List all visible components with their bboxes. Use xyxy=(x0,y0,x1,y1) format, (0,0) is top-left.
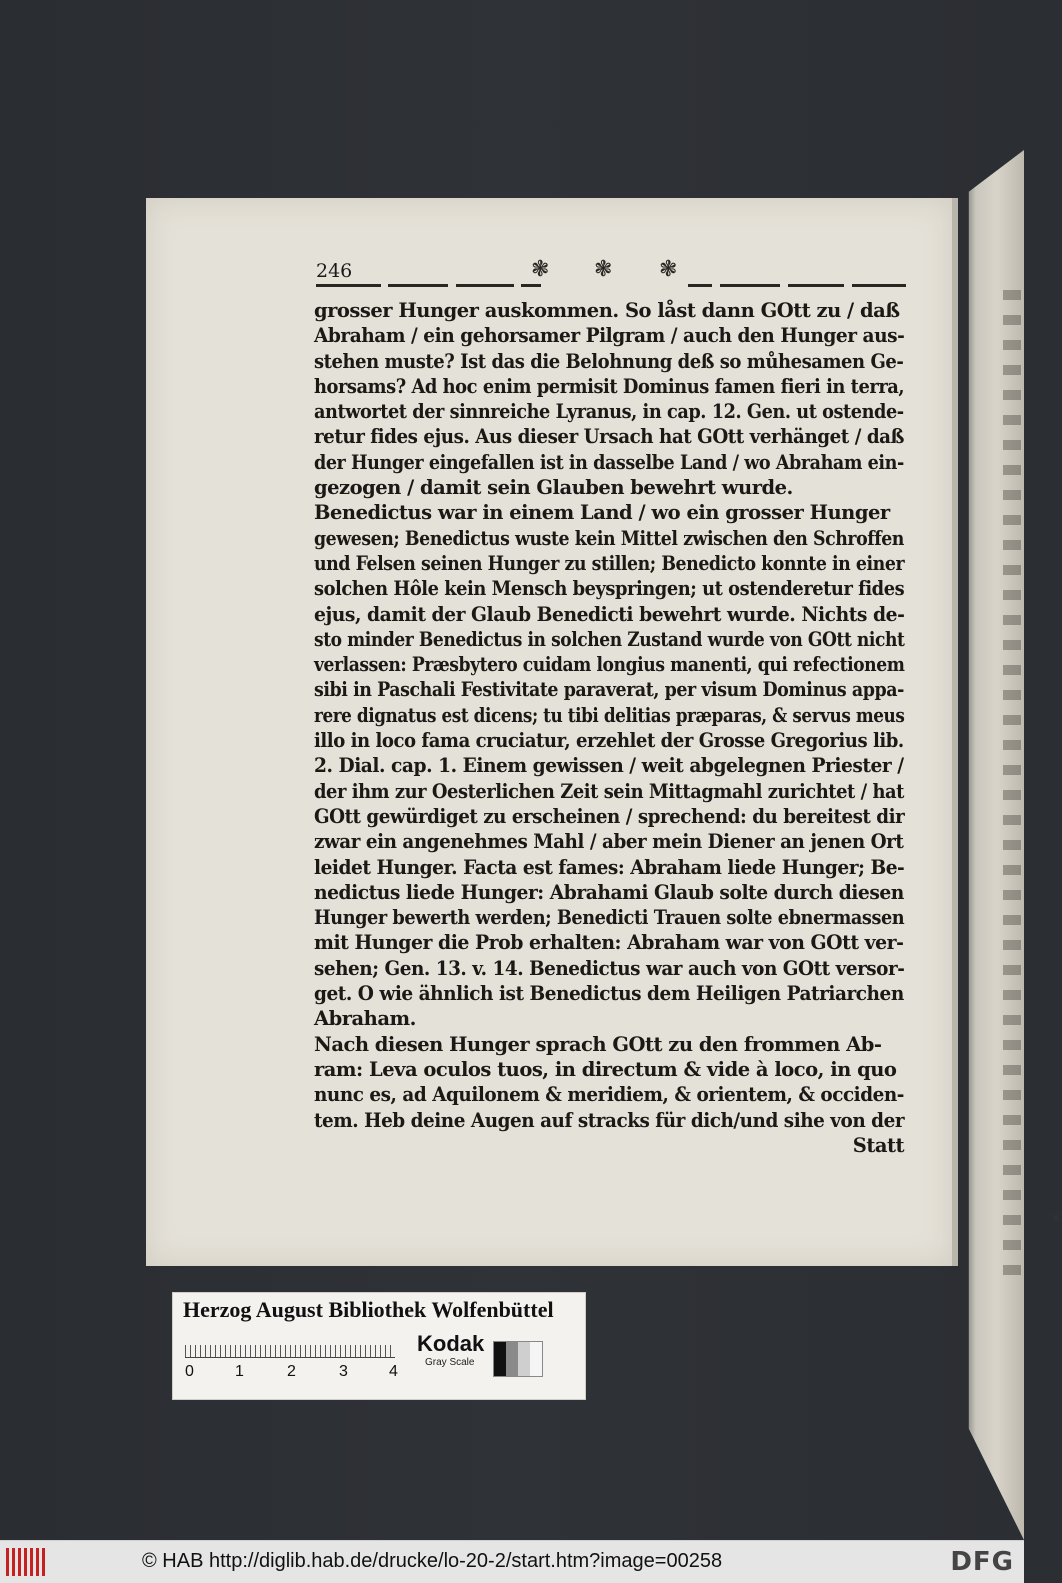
scale-number: 1 xyxy=(235,1363,244,1380)
text-line: mit Hunger die Prob erhalten: Abraham war von GOtt ver- xyxy=(314,931,904,955)
book-page xyxy=(146,198,1062,1266)
copyright-url: © HAB http://diglib.hab.de/drucke/lo-20-2/start.htm?image=00258 xyxy=(142,1550,723,1572)
gray-swatch xyxy=(530,1342,542,1376)
text-line: ejus, damit der Glaub Benedicti bewehrt wurde. Nichts de- xyxy=(314,602,905,626)
ornament-icon: ❃ xyxy=(531,257,550,282)
text-line: Abraham. xyxy=(314,1007,416,1031)
text-line: tem. Heb deine Augen auf stracks für dich/und sihe von der xyxy=(314,1108,905,1132)
head-rule xyxy=(852,284,906,287)
barcode-icon xyxy=(6,1548,48,1576)
head-rule xyxy=(456,284,514,287)
text-line: nedictus liede Hunger: Abrahami Glaub solte durch diesen xyxy=(314,880,904,904)
text-line: Benedictus war in einem Land / wo ein grosser Hunger xyxy=(314,501,890,525)
scale-ruler xyxy=(185,1335,395,1358)
text-line: gezogen / damit sein Glauben bewehrt wurde. xyxy=(314,476,793,500)
scale-number: 3 xyxy=(339,1363,348,1380)
text-line: sehen; Gen. 13. v. 14. Benedictus war auch von GOtt versor- xyxy=(314,956,905,980)
text-line: und Felsen seinen Hunger zu stillen; Benedicto konnte in einer xyxy=(314,551,905,575)
gray-scale-swatches xyxy=(493,1341,543,1377)
dfg-logo: DFG xyxy=(950,1547,1014,1577)
text-line: rere dignatus est dicens; tu tibi delitias præparas, & servus meus xyxy=(314,703,905,727)
text-line: get. O wie ähnlich ist Benedictus dem Heiligen Patriarchen xyxy=(314,982,904,1006)
adjacent-page-text xyxy=(1003,290,1021,1290)
text-line: GOtt gewürdiget zu erscheinen / sprechend: du bereitest dir xyxy=(314,804,905,828)
ornament-icon: ❃ xyxy=(594,257,613,282)
scale-number: 4 xyxy=(389,1363,398,1380)
text-line: ram: Leva oculos tuos, in directum & vide à loco, in quo xyxy=(314,1057,897,1081)
head-rule xyxy=(388,284,448,287)
ornament-icon: ❃ xyxy=(659,257,678,282)
body-text xyxy=(314,298,904,1158)
text-line: antwortet der sinnreiche Lyranus, in cap. 12. Gen. ut ostende- xyxy=(314,400,904,424)
text-line: grosser Hunger auskommen. So låst dann GOtt zu / daß xyxy=(314,299,900,322)
text-line: illo in loco fama cruciatur, erzehlet der Grosse Gregorius lib. xyxy=(314,729,904,753)
page-edge xyxy=(952,198,958,1266)
text-line: der Hunger eingefallen ist in dasselbe Land / wo Abraham ein- xyxy=(314,450,904,474)
text-line: retur fides ejus. Aus dieser Ursach hat GOtt verhänget / daß xyxy=(314,425,905,449)
text-line: Nach diesen Hunger sprach GOtt zu den frommen Ab- xyxy=(314,1032,882,1056)
library-name: Herzog August Bibliothek Wolfenbüttel xyxy=(183,1297,554,1322)
text-line: 2. Dial. cap. 1. Einem gewissen / weit abgelegnen Priester / xyxy=(314,754,904,778)
library-label xyxy=(172,1292,586,1400)
text-line: horsams? Ad hoc enim permisit Dominus famen fieri in terra, xyxy=(314,374,905,398)
head-rule xyxy=(521,284,541,287)
head-rule xyxy=(316,284,381,287)
running-head xyxy=(316,258,906,288)
head-rule xyxy=(720,284,780,287)
head-rule xyxy=(688,284,712,287)
text-line: gewesen; Benedictus wuste kein Mittel zwischen den Schroffen xyxy=(314,526,904,550)
text-line: Hunger bewerth werden; Benedicti Trauen solte ebnermassen xyxy=(314,906,905,930)
gray-swatch xyxy=(494,1342,506,1376)
scale-ticks xyxy=(185,1363,415,1383)
text-line: sto minder Benedictus in solchen Zustand wurde von GOtt nicht xyxy=(314,627,905,651)
kodak-logo: Kodak xyxy=(417,1331,485,1356)
text-line: der ihm zur Oesterlichen Zeit sein Mittagmahl zurichtet / hat xyxy=(314,779,904,803)
text-line: verlassen: Præsbytero cuidam longius manenti, qui refectionem xyxy=(314,653,905,677)
margin-mark-icon: ✕ xyxy=(1050,1211,1062,1227)
text-line: nunc es, ad Aquilonem & meridiem, & orientem, & occiden- xyxy=(314,1083,904,1107)
page-number: 246 xyxy=(316,260,353,282)
text-line: solchen Hôle kein Mensch beyspringen; ut ostenderetur fides xyxy=(314,577,905,601)
text-line: sibi in Paschali Festivitate paraverat, per visum Dominus appa- xyxy=(314,678,904,702)
text-line: leidet Hunger. Facta est fames: Abraham liede Hunger; Be- xyxy=(314,855,905,879)
footer-bar xyxy=(0,1540,1024,1583)
scale-number: 2 xyxy=(287,1363,296,1380)
text-line: zwar ein angenehmes Mahl / aber mein Diener an jenen Ort xyxy=(314,830,904,854)
gray-scale-caption: Gray Scale xyxy=(425,1357,475,1368)
gray-swatch xyxy=(506,1342,518,1376)
gray-swatch xyxy=(518,1342,530,1376)
text-line: stehen muste? Ist das die Belohnung deß so můhesamen Ge- xyxy=(314,349,904,373)
catchword: Statt xyxy=(852,1133,904,1157)
text-line: Abraham / ein gehorsamer Pilgram / auch den Hunger aus- xyxy=(314,324,905,348)
scale-number: 0 xyxy=(185,1363,194,1380)
head-rule xyxy=(788,284,844,287)
